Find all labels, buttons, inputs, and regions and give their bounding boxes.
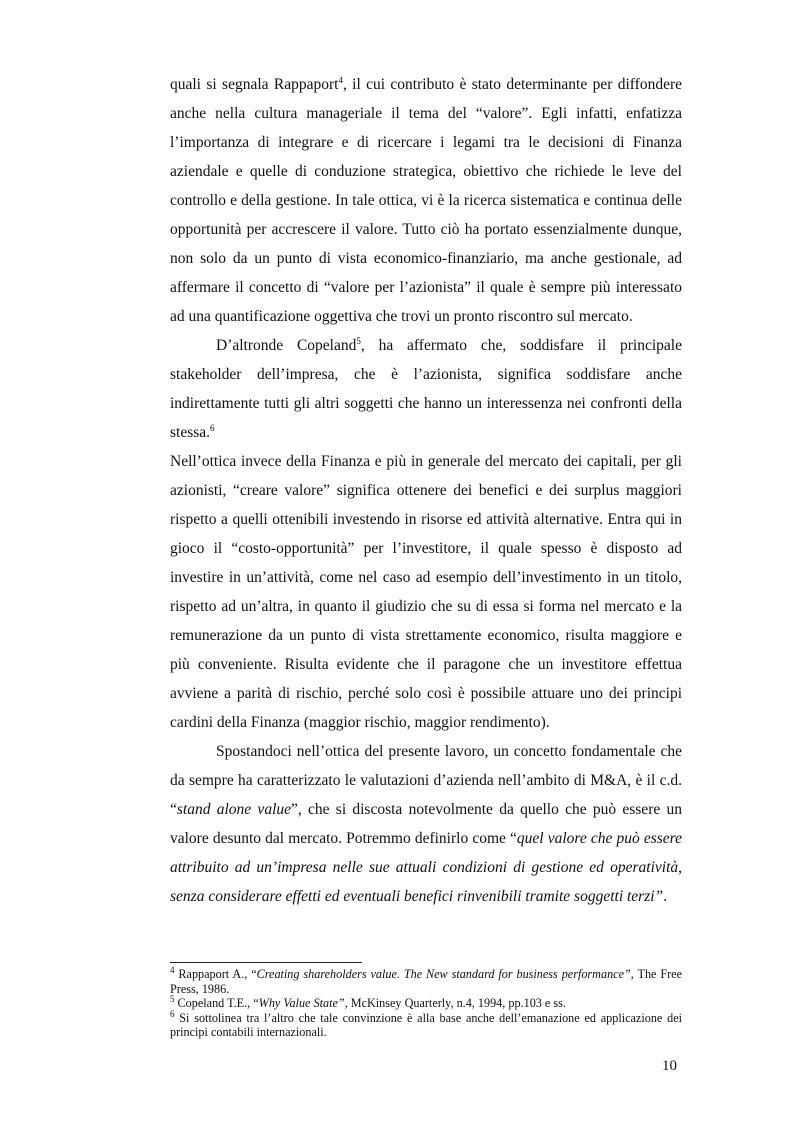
paragraph-2-text-cont: , ha affermato che, soddisfare il principale stakeholder dell’impresa, che è l’azionista, significa soddisfare anche indirettamente tutti gli altri soggetti che hanno un interessenza nei confronti della stessa. xyxy=(170,337,682,441)
paragraph-4-emphasis-2: quel valore che può essere attribuito ad un’impresa nelle sue attuali condizioni di gestione ed operatività, senza considerare effetti ed eventuali benefici rinvenibili tramite soggetti terzi” xyxy=(170,830,682,905)
paragraph-2 xyxy=(170,331,682,447)
footnote-6 xyxy=(170,1008,682,1040)
paragraph-3: Nell’ottica invece della Finanza e più in generale del mercato dei capitali, per gli azionisti, “creare valore” significa ottenere dei benefici e dei surplus maggiori rispetto a quelli ottenibili investendo in risorse ed attività alternative. Entra qui in gioco il “costo-opportunità” per l’investitore, il quale spesso è disposto ad investire in un’attività, come nel caso ad esempio dell’investimento in un titolo, rispetto ad un’altra, in quanto il giudizio che su di essa si forma nel mercato e la remunerazione da un punto di vista strettamente economico, risulta maggiore e più conveniente. Risulta evidente che il paragone che un investitore effettua avviene a parità di rischio, perché solo così è possibile attuare uno dei principi cardini della Finanza (maggior rischio, maggior rendimento). xyxy=(170,453,682,731)
footnote-title: Why Value State” xyxy=(258,996,345,1010)
footnote-text: Copeland T.E., “ xyxy=(174,996,259,1010)
paragraph-1-text-cont: , il cui contributo è stato determinante per diffondere anche nella cultura manageriale il tema del “valore”. Egli infatti, enfatizza l’importanza di integrare e di ricercare i legami tra le decisioni di Finanza aziendale e quelle di conduzione strategica, obiettivo che richiede le leve del controllo e della gestione. In tale ottica, vi è la ricerca sistematica e continua delle opportunità per accrescere il valore. Tutto ciò ha portato essenzialmente dunque, non solo da un punto di vista economico-finanziario, ma anche gestionale, ad affermare il concetto di “valore per l’azionista” il quale è sempre più interessato ad una quantificazione oggettiva che trovi un pronto riscontro sul mercato. xyxy=(170,76,683,325)
footnote-text-cont: The Free Press, 1986. xyxy=(170,967,682,996)
paragraph-1-text: quali si segnala Rappaport xyxy=(170,76,339,93)
footnote-text-cont: , McKinsey Quarterly, n.4, 1994, pp.103 e ss. xyxy=(344,996,566,1010)
footnote-4 xyxy=(170,964,682,996)
footnote-5 xyxy=(170,993,682,1011)
paragraph-4-text-end: . xyxy=(663,888,668,905)
footnote-ref-6: 6 xyxy=(210,422,215,433)
paragraph-1 xyxy=(170,70,682,331)
body-text xyxy=(170,70,682,911)
paragraph-4-text-cont: ”, che si discosta notevolmente da quello che può essere un valore desunto dal mercato. Potremmo definirlo come “ xyxy=(170,801,682,847)
footnote-number: 5 xyxy=(170,993,175,1004)
footnote-separator xyxy=(170,962,362,963)
footnotes xyxy=(170,964,682,1040)
footnote-ref-5: 5 xyxy=(356,335,361,346)
paragraph-4 xyxy=(170,737,682,911)
paragraph-4-text: Spostandoci nell’ottica del presente lavoro, un concetto fondamentale che da sempre ha caratterizzato le valutazioni d’azienda nell’ambito di M&A, è il c.d. “ xyxy=(170,743,682,818)
paragraph-4-emphasis-1: stand alone value xyxy=(176,801,291,818)
footnote-title: Creating shareholders value. The New standard for business performance”, xyxy=(256,967,634,981)
paragraph-2-text: D’altronde Copeland xyxy=(216,337,357,354)
footnote-number: 6 xyxy=(170,1008,175,1019)
footnote-number: 4 xyxy=(170,964,175,975)
page-number: 10 xyxy=(662,1058,677,1074)
footnote-text: Si sottolinea tra l’altro che tale convinzione è alla base anche dell’emanazione ed applicazione dei principi contabili internazionali. xyxy=(170,1010,682,1039)
footnote-ref-4: 4 xyxy=(338,74,343,85)
footnote-text: Rappaport A., “ xyxy=(174,967,257,981)
